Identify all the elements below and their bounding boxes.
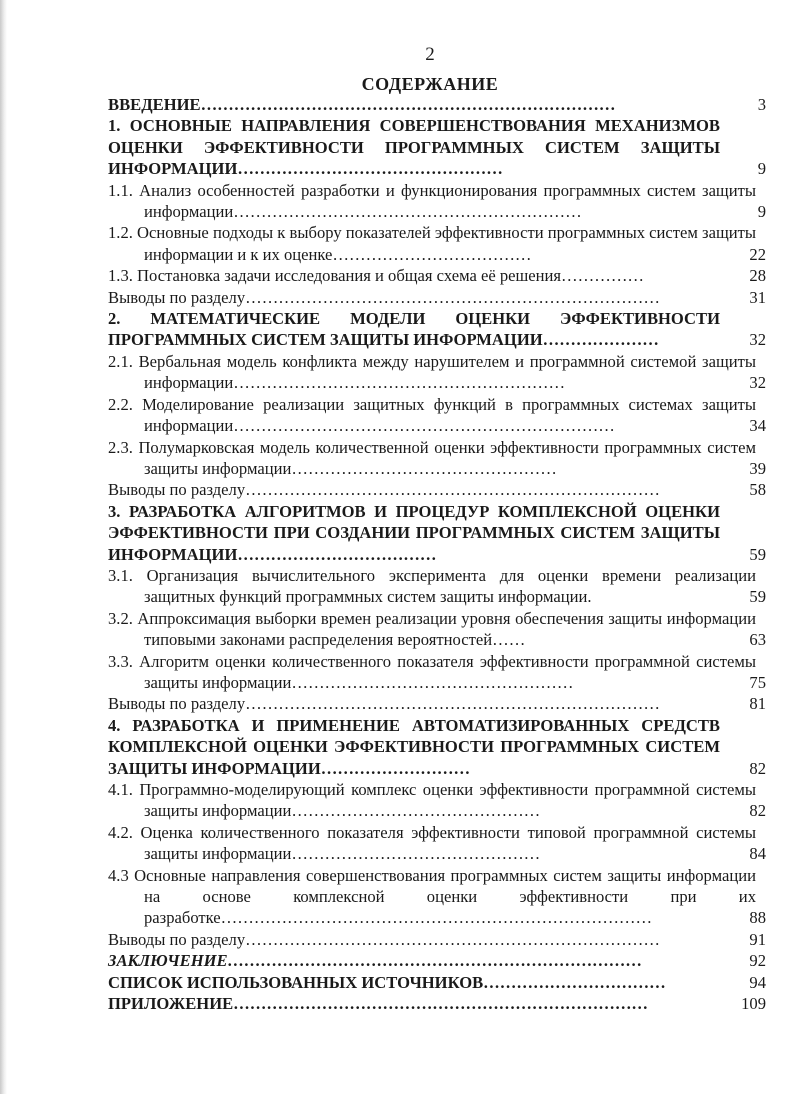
toc-entry-title: Выводы по разделу………………………………………………………………… bbox=[108, 480, 660, 500]
toc-entry-section-4-2[interactable] bbox=[108, 822, 768, 865]
toc-entry-conclusions-1[interactable] bbox=[108, 287, 768, 308]
toc-entry-conclusions-4[interactable] bbox=[108, 929, 768, 950]
toc-entry-appendix[interactable] bbox=[108, 993, 768, 1014]
toc-entry-title: 2. МАТЕМАТИЧЕСКИЕ МОДЕЛИ ОЦЕНКИ ЭФФЕКТИВНОСТИ ПРОГРАММНЫХ СИСТЕМ ЗАЩИТЫ ИНФОРМАЦИИ………………… bbox=[108, 309, 720, 350]
toc-entry-title: 2.2. Моделирование реализации защитных функций в программных системах защиты информации…………………………………………………………… bbox=[108, 394, 756, 436]
toc-entry-section-3-2[interactable] bbox=[108, 608, 768, 651]
toc-entry-title: ВВЕДЕНИЕ………………………………………………………………… bbox=[108, 95, 616, 114]
toc-entry-page: 22 bbox=[749, 244, 766, 264]
toc-entry-section-4-3[interactable] bbox=[108, 865, 768, 929]
toc-entry-section-1-2[interactable] bbox=[108, 222, 768, 265]
toc-entry-title: ПРИЛОЖЕНИЕ………………………………………………………………… bbox=[108, 994, 649, 1014]
toc-heading: СОДЕРЖАНИЕ bbox=[361, 74, 499, 94]
toc-entry-page: 39 bbox=[749, 458, 766, 478]
toc-entry-title: 3.2. Аппроксимация выборки времен реализации уровня обеспечения защиты информации типовыми законами распределения вероятностей…… bbox=[108, 608, 756, 650]
toc-entry-chapter-1[interactable] bbox=[108, 115, 768, 179]
toc-entry-page: 3 bbox=[757, 95, 766, 114]
toc-entry-page: 28 bbox=[749, 266, 766, 286]
toc-entry-page: 82 bbox=[749, 758, 766, 778]
toc-entry-conclusion[interactable] bbox=[108, 950, 768, 971]
toc-entry-page: 59 bbox=[749, 587, 766, 607]
toc-entry-page: 32 bbox=[749, 373, 766, 393]
page-number: 2 bbox=[425, 44, 435, 65]
toc-entry-chapter-3[interactable] bbox=[108, 501, 768, 565]
toc-entry-page: 88 bbox=[749, 908, 766, 928]
toc-entry-page: 82 bbox=[749, 801, 766, 821]
toc-entry-title: 3. РАЗРАБОТКА АЛГОРИТМОВ И ПРОЦЕДУР КОМПЛЕКСНОЙ ОЦЕНКИ ЭФФЕКТИВНОСТИ ПРИ СОЗДАНИИ ПРОГРАММНЫХ СИСТЕМ ЗАЩИТЫ ИНФОРМАЦИИ……………………………… bbox=[108, 501, 720, 564]
toc-entry-title: 4.1. Программно-моделирующий комплекс оценки эффективности программной системы защиты информации……………………………………… bbox=[108, 780, 756, 821]
toc-entry-page: 81 bbox=[749, 694, 766, 714]
toc-entry-section-1-1[interactable] bbox=[108, 180, 768, 223]
toc-entry-title: 1.2. Основные подходы к выбору показателей эффективности программных систем защиты информации и к их оценке……………………………… bbox=[108, 223, 757, 264]
toc-entry-chapter-2[interactable] bbox=[108, 308, 768, 351]
toc-entry-title: 1. ОСНОВНЫЕ НАПРАВЛЕНИЯ СОВЕРШЕНСТВОВАНИЯ МЕХАНИЗМОВ ОЦЕНКИ ЭФФЕКТИВНОСТИ ПРОГРАММНЫХ СИСТЕМ ЗАЩИТЫ ИНФОРМАЦИИ………………………………………… bbox=[108, 116, 720, 179]
toc-entry-section-1-3[interactable] bbox=[108, 265, 768, 286]
toc-entry-page: 92 bbox=[749, 951, 766, 971]
toc-entry-page: 109 bbox=[741, 994, 766, 1014]
toc-entry-title: 3.1. Организация вычислительного эксперимента для оценки времени реализации защитных функций программных систем защиты информации. bbox=[108, 565, 756, 607]
toc-entry-conclusions-2[interactable] bbox=[108, 479, 768, 500]
toc-entry-title: 4. РАЗРАБОТКА И ПРИМЕНЕНИЕ АВТОМАТИЗИРОВАННЫХ СРЕДСТВ КОМПЛЕКСНОЙ ОЦЕНКИ ЭФФЕКТИВНОСТИ ПРОГРАММНЫХ СИСТЕМ ЗАЩИТЫ ИНФОРМАЦИИ……………………… bbox=[108, 715, 720, 778]
toc-entry-section-4-1[interactable] bbox=[108, 779, 768, 822]
toc-entry-page: 59 bbox=[749, 544, 766, 564]
toc-entry-page: 91 bbox=[749, 929, 766, 949]
toc-entry-title: Выводы по разделу………………………………………………………………… bbox=[108, 287, 660, 307]
scan-edge-shadow bbox=[0, 0, 7, 1094]
toc-entry-references[interactable] bbox=[108, 972, 768, 993]
toc-entry-page: 31 bbox=[749, 287, 766, 307]
toc-entry-page: 63 bbox=[749, 630, 766, 650]
toc-entry-title: 1.3. Постановка задачи исследования и общая схема её решения…………… bbox=[108, 266, 645, 286]
toc-entry-title: 4.2. Оценка количественного показателя эффективности типовой программной системы защиты информации……………………………………… bbox=[108, 822, 756, 864]
toc-entry-section-3-3[interactable] bbox=[108, 651, 768, 694]
table-of-contents bbox=[108, 94, 768, 1014]
toc-entry-page: 75 bbox=[749, 672, 766, 692]
toc-entry-title: 2.3. Полумарковская модель количественной оценки эффективности программных систем защиты информации………………………………………… bbox=[108, 437, 756, 478]
toc-entry-page: 32 bbox=[749, 330, 766, 350]
toc-entry-title: 1.1. Анализ особенностей разработки и функционирования программных систем защиты информации……………………………………………………… bbox=[108, 180, 756, 222]
toc-entry-title: Выводы по разделу………………………………………………………………… bbox=[108, 929, 660, 949]
toc-entry-section-2-2[interactable] bbox=[108, 394, 768, 437]
toc-entry-title: 4.3 Основные направления совершенствования программных систем защиты информации на основе комплексной оценки эффективности при их разработке…………………………………………………………………… bbox=[108, 865, 756, 928]
toc-entry-conclusions-3[interactable] bbox=[108, 693, 768, 714]
toc-entry-title: 3.3. Алгоритм оценки количественного показателя эффективности программной системы защиты информации…………………………………………… bbox=[108, 651, 756, 692]
toc-entry-section-2-3[interactable] bbox=[108, 437, 768, 480]
toc-entry-chapter-4[interactable] bbox=[108, 715, 768, 779]
toc-entry-page: 34 bbox=[749, 416, 766, 436]
toc-entry-page: 9 bbox=[757, 202, 766, 222]
toc-entry-page: 9 bbox=[757, 159, 766, 179]
toc-entry-title: СПИСОК ИСПОЛЬЗОВАННЫХ ИСТОЧНИКОВ…………………………… bbox=[108, 972, 666, 992]
toc-entry-section-2-1[interactable] bbox=[108, 351, 768, 394]
toc-entry-section-3-1[interactable] bbox=[108, 565, 768, 608]
toc-entry-page: 94 bbox=[749, 972, 766, 992]
toc-entry-introduction[interactable] bbox=[108, 94, 768, 115]
toc-entry-title: ЗАКЛЮЧЕНИЕ………………………………………………………………… bbox=[108, 951, 643, 971]
toc-entry-page: 58 bbox=[749, 480, 766, 500]
toc-entry-page: 84 bbox=[749, 844, 766, 864]
toc-entry-title: 2.1. Вербальная модель конфликта между нарушителем и программной системой защиты информации…………………………………………………… bbox=[108, 351, 756, 393]
toc-entry-title: Выводы по разделу………………………………………………………………… bbox=[108, 694, 660, 714]
